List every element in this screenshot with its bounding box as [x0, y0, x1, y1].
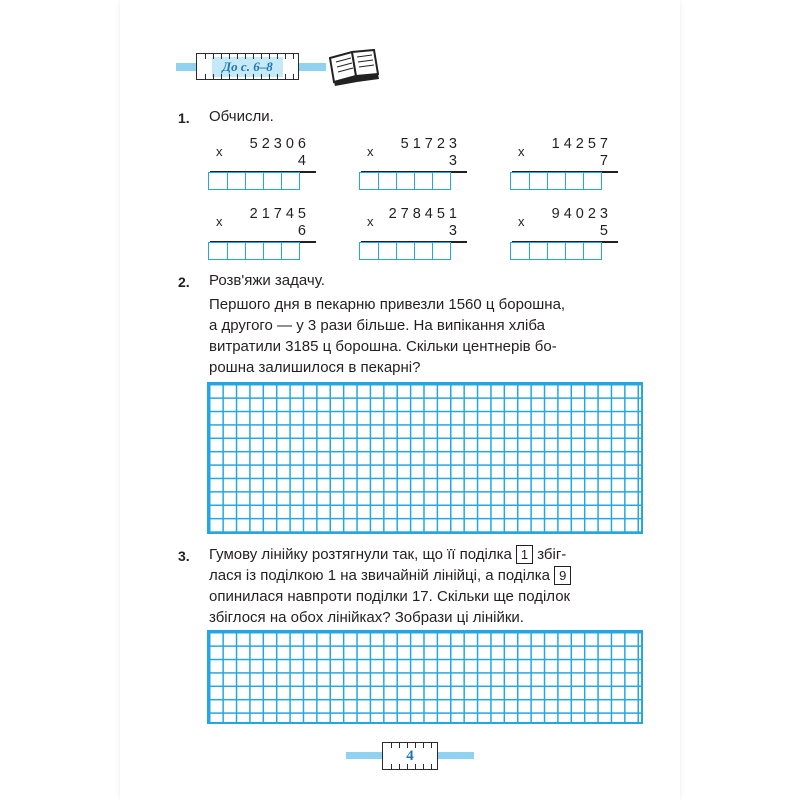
multiplier: 6	[297, 223, 306, 239]
task2-number: 2.	[178, 274, 190, 290]
multiplier: 3	[448, 223, 457, 239]
task3-text-line	[209, 544, 566, 565]
multiplicand: 52306	[249, 136, 310, 152]
task1-number: 1.	[178, 110, 190, 126]
multiplication-item	[510, 206, 620, 266]
times-sign: x	[216, 214, 223, 229]
answer-boxes[interactable]	[208, 242, 300, 260]
times-sign: x	[367, 214, 374, 229]
open-book-icon	[326, 46, 382, 86]
task3-text-line: опинилася навпроти поділки 17. Скільки ще поділок	[209, 588, 571, 605]
task3-text-line	[209, 565, 571, 586]
task3-text-line: збіглося на обох лінійках? Зобрази ці лінійки.	[209, 609, 524, 626]
division-box-9: 9	[554, 566, 571, 585]
task3-line1-start: Гумову лінійку розтягнули так, що її поділка	[209, 546, 512, 563]
task2-text-line: а другого — у 3 рази більше. На випікання хліба	[209, 317, 545, 334]
multiplication-item	[208, 136, 318, 196]
answer-boxes[interactable]	[359, 172, 451, 190]
multiplication-item	[510, 136, 620, 196]
task2-text-line: витратили 3185 ц борошна. Скільки центнерів бо-	[209, 338, 557, 355]
task2-text-line: Першого дня в пекарню привезли 1560 ц борошна,	[209, 296, 566, 313]
footer-bar-right	[438, 752, 474, 759]
header-bar-right	[299, 63, 326, 71]
times-sign: x	[518, 214, 525, 229]
header-label: До с. 6–8	[212, 57, 282, 77]
multiplication-item	[208, 206, 318, 266]
section-header	[176, 46, 396, 86]
task2-text-line: рошна залишилося в пекарні?	[209, 359, 421, 376]
multiplicand: 21745	[249, 206, 310, 222]
times-sign: x	[367, 144, 374, 159]
task3-line2-start: лася із поділкою 1 на звичайній лінійці, а поділка	[209, 567, 551, 584]
multiplier: 7	[599, 153, 608, 169]
header-bar-left	[176, 63, 196, 71]
multiplication-item	[359, 206, 469, 266]
task2-title: Розв'яжи задачу.	[209, 272, 325, 289]
multiplier: 5	[599, 223, 608, 239]
answer-boxes[interactable]	[359, 242, 451, 260]
multiplier: 3	[448, 153, 457, 169]
answer-grid-task2[interactable]	[207, 382, 643, 534]
multiplicand: 94023	[551, 206, 612, 222]
answer-grid-task3[interactable]	[207, 630, 643, 724]
answer-boxes[interactable]	[510, 172, 602, 190]
answer-boxes[interactable]	[510, 242, 602, 260]
page-number-tag	[382, 742, 438, 770]
task1-title: Обчисли.	[209, 108, 274, 125]
times-sign: x	[518, 144, 525, 159]
task3-line1-end: збіг-	[537, 546, 567, 563]
header-tag	[196, 53, 299, 80]
multiplicand: 278451	[388, 206, 461, 222]
task3-number: 3.	[178, 548, 190, 564]
page-number: 4	[406, 747, 414, 764]
times-sign: x	[216, 144, 223, 159]
multiplication-item	[359, 136, 469, 196]
division-box-1: 1	[516, 545, 533, 564]
multiplicand: 14257	[551, 136, 612, 152]
multiplicand: 51723	[400, 136, 461, 152]
answer-boxes[interactable]	[208, 172, 300, 190]
footer-bar-left	[346, 752, 382, 759]
multiplier: 4	[297, 153, 306, 169]
